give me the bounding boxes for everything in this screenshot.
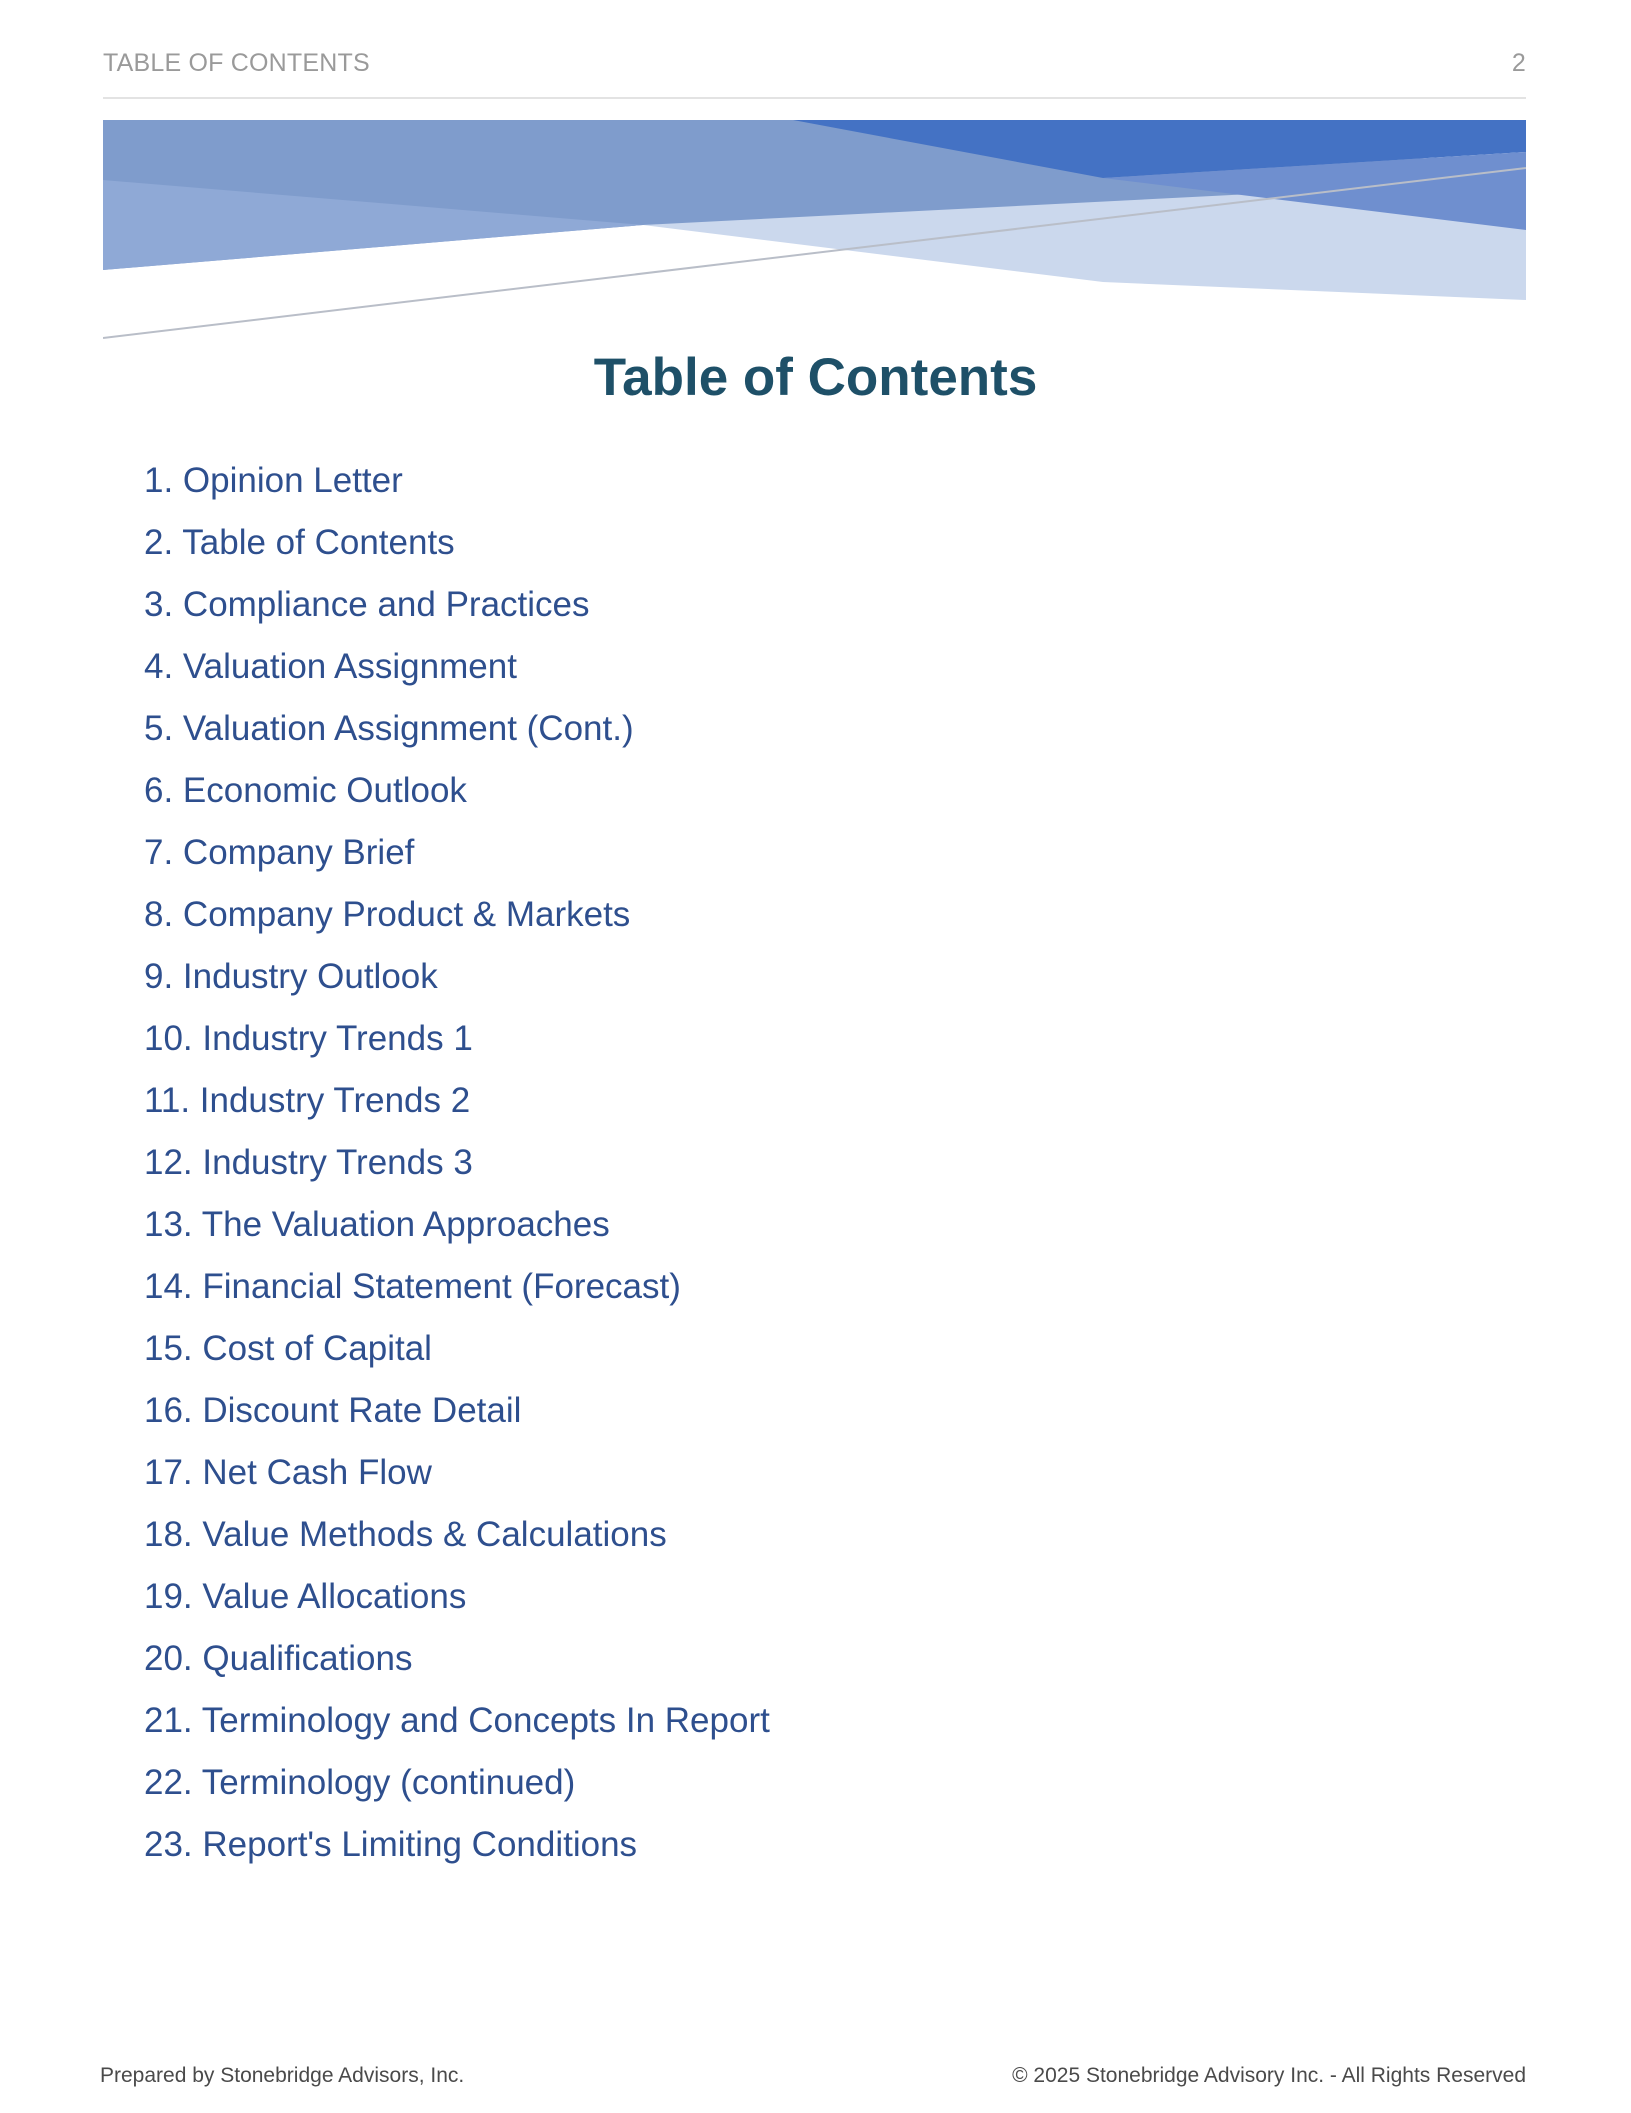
toc-item-limiting-conditions[interactable]: 23. Report's Limiting Conditions	[144, 1825, 638, 1864]
header-page-number: 2	[1511, 48, 1526, 77]
toc-item-compliance-practices[interactable]: 3. Compliance and Practices	[144, 585, 590, 624]
header-section-label: TABLE OF CONTENTS	[103, 48, 370, 77]
toc-item-financial-statement[interactable]: 14. Financial Statement (Forecast)	[144, 1267, 681, 1306]
toc-item-table-of-contents[interactable]: 2. Table of Contents	[144, 523, 455, 562]
toc-item-terminology-continued[interactable]: 22. Terminology (continued)	[144, 1763, 576, 1802]
toc-item-industry-outlook[interactable]: 9. Industry Outlook	[144, 957, 438, 996]
toc-item-opinion-letter[interactable]: 1. Opinion Letter	[144, 461, 403, 500]
toc-item-value-methods[interactable]: 18. Value Methods & Calculations	[144, 1515, 667, 1554]
toc-item-company-product-markets[interactable]: 8. Company Product & Markets	[144, 895, 631, 934]
toc-item-net-cash-flow[interactable]: 17. Net Cash Flow	[144, 1453, 432, 1492]
toc-item-industry-trends-1[interactable]: 10. Industry Trends 1	[144, 1019, 473, 1058]
toc-item-company-brief[interactable]: 7. Company Brief	[144, 833, 415, 872]
page-title: Table of Contents	[593, 348, 1038, 407]
toc-item-discount-rate-detail[interactable]: 16. Discount Rate Detail	[144, 1391, 522, 1430]
header-divider	[103, 97, 1526, 99]
footer-copyright: © 2025 Stonebridge Advisory Inc. - All Rights Reserved	[1012, 2064, 1526, 2087]
toc-item-valuation-assignment[interactable]: 4. Valuation Assignment	[144, 647, 517, 686]
toc-item-qualifications[interactable]: 20. Qualifications	[144, 1639, 413, 1678]
toc-item-terminology-concepts[interactable]: 21. Terminology and Concepts In Report	[144, 1701, 770, 1740]
toc-item-cost-of-capital[interactable]: 15. Cost of Capital	[144, 1329, 432, 1368]
toc-item-value-allocations[interactable]: 19. Value Allocations	[144, 1577, 467, 1616]
toc-list	[144, 450, 770, 1876]
decorative-banner	[103, 120, 1526, 345]
toc-item-valuation-assignment-cont[interactable]: 5. Valuation Assignment (Cont.)	[144, 709, 634, 748]
toc-item-economic-outlook[interactable]: 6. Economic Outlook	[144, 771, 467, 810]
running-header	[103, 46, 1526, 80]
footer-prepared-by: Prepared by Stonebridge Advisors, Inc.	[100, 2064, 465, 2087]
toc-item-industry-trends-2[interactable]: 11. Industry Trends 2	[144, 1081, 471, 1120]
banner-graphic	[103, 120, 1526, 345]
toc-item-valuation-approaches[interactable]: 13. The Valuation Approaches	[144, 1205, 610, 1244]
toc-item-industry-trends-3[interactable]: 12. Industry Trends 3	[144, 1143, 473, 1182]
